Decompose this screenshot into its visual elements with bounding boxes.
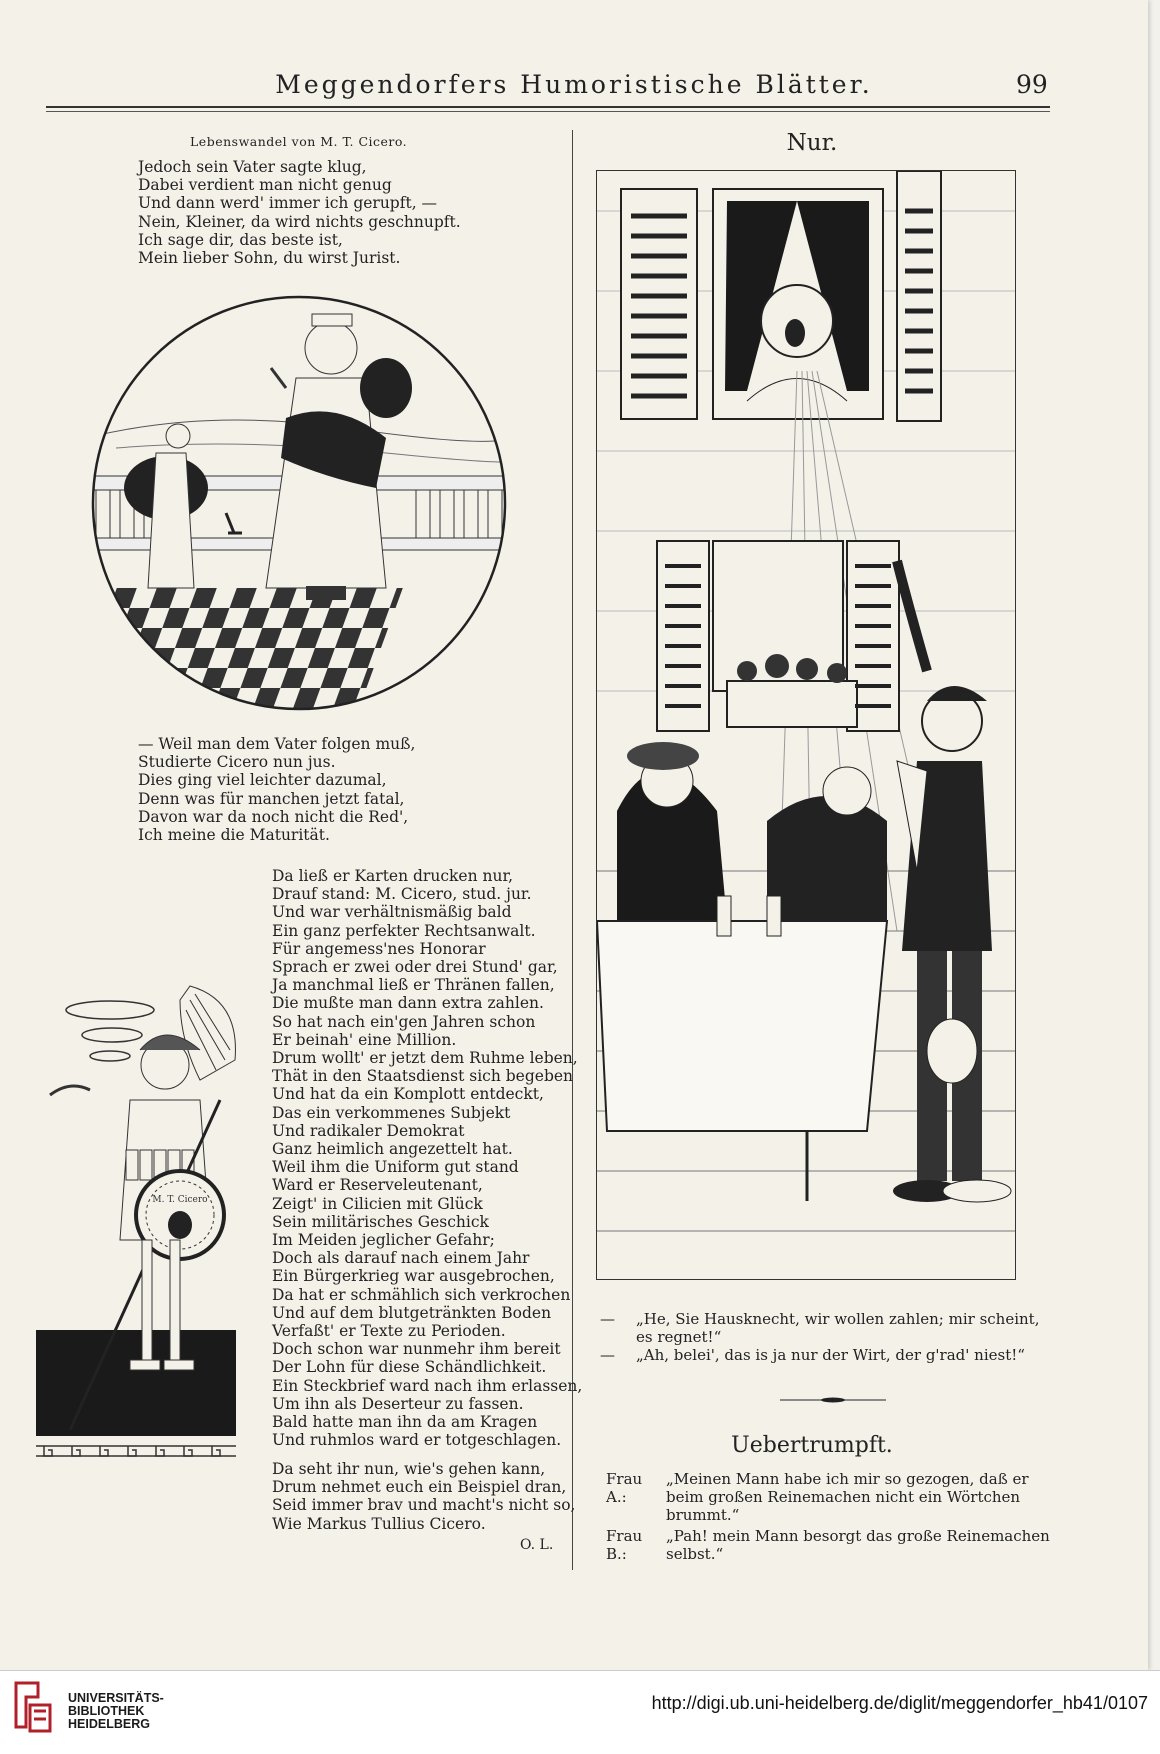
verse-line: Ein Steckbrief ward nach ihm erlassen,	[272, 1376, 583, 1395]
verse-line: Dabei verdient man nicht genug	[138, 176, 392, 195]
verse-line: Mein lieber Sohn, du wirst Jurist.	[138, 249, 401, 268]
verse-line: Im Meiden jeglicher Gefahr;	[272, 1231, 495, 1250]
poem-stanza-4	[272, 1460, 575, 1533]
verse-line: Ich meine die Maturität.	[138, 826, 330, 845]
cicero-father-illustration	[86, 288, 512, 718]
verse-line: Der Lohn für diese Schändlichkeit.	[272, 1358, 547, 1377]
author-signature: O. L.	[520, 1537, 554, 1553]
page-header-title: Meggendorfers Humoristische Blätter.	[275, 70, 873, 99]
verse-line: Das ein verkommenes Subjekt	[272, 1103, 511, 1122]
verse-line: Und ruhmlos ward er totgeschlagen.	[272, 1431, 562, 1450]
verse-line: Doch als darauf nach einem Jahr	[272, 1249, 530, 1268]
permalink-url[interactable]: http://digi.ub.uni-heidelberg.de/diglit/meggendorfer_hb41/0107	[651, 1693, 1148, 1713]
verse-line: Und hat da ein Komplott entdeckt,	[272, 1085, 544, 1104]
verse-line: Verfaßt' er Texte zu Perioden.	[272, 1322, 506, 1341]
verse-line: Er beinah' eine Million.	[272, 1030, 457, 1049]
verse-line: Denn was für manchen jetzt fatal,	[138, 789, 405, 808]
verse-line: Die mußte man dann extra zahlen.	[272, 994, 544, 1013]
header-rule-thin	[46, 111, 1050, 112]
verse-line: So hat nach ein'gen Jahren schon	[272, 1012, 536, 1031]
speaker-label: Frau A.:	[606, 1470, 643, 1506]
verse-line: Ein Bürgerkrieg war ausgebrochen,	[272, 1267, 555, 1286]
poem-stanza-3	[272, 867, 582, 1450]
verse-line: Studierte Cicero nun jus.	[138, 753, 336, 772]
page-number: 99	[1016, 70, 1048, 99]
verse-line: Drauf stand: M. Cicero, stud. jur.	[272, 885, 532, 904]
joke-dash: —	[600, 1346, 615, 1364]
verse-line: Und dann werd' immer ich gerupft, —	[138, 194, 438, 213]
verse-line: Ich sage dir, das beste ist,	[138, 230, 343, 249]
verse-line: Sein militärisches Geschick	[272, 1212, 489, 1231]
verse-line: Jedoch sein Vater sagte klug,	[138, 158, 367, 176]
verse-line: Doch schon war nunmehr ihm bereit	[272, 1340, 561, 1359]
joke-line-text: „He, Sie Hausknecht, wir wollen zahlen; mir scheint, es regnet!“	[636, 1310, 1040, 1346]
verse-line: Für angemess'nes Honorar	[272, 939, 486, 958]
section-ornament	[780, 1397, 886, 1403]
shield-lettering: M. T. Cicero	[152, 1195, 208, 1205]
joke-line	[600, 1310, 1060, 1346]
poem-stanza-1	[138, 158, 461, 267]
verse-line: Davon war da noch nicht die Red',	[138, 807, 409, 826]
verse-line: Wie Markus Tullius Cicero.	[272, 1514, 486, 1533]
verse-line: Sprach er zwei oder drei Stund' gar,	[272, 958, 558, 977]
verse-line: Drum wollt' er jetzt dem Ruhme leben,	[272, 1049, 578, 1068]
dialogue-line-text: „Meinen Mann habe ich mir so gezogen, daß er beim großen Reinemachen nicht ein Wörtchen brummt.“	[666, 1470, 1029, 1524]
verse-line: Ja manchmal ließ er Thränen fallen,	[272, 976, 555, 995]
joke-title: Nur.	[786, 130, 838, 156]
verse-line: Und radikaler Demokrat	[272, 1121, 465, 1140]
verse-line: Weil ihm die Uniform gut stand	[272, 1158, 519, 1177]
library-name	[68, 1692, 164, 1731]
library-name-line: UNIVERSITÄTS-	[68, 1691, 164, 1705]
library-name-line: BIBLIOTHEK	[68, 1704, 145, 1718]
verse-line: Zeigt' in Cilicien mit Glück	[272, 1194, 483, 1213]
joke-text	[600, 1310, 1060, 1364]
verse-line: Dies ging viel leichter dazumal,	[138, 771, 387, 790]
sneezing-innkeeper-illustration	[596, 170, 1016, 1280]
verse-line: — Weil man dem Vater folgen muß,	[138, 735, 416, 753]
verse-line: Und auf dem blutgetränkten Boden	[272, 1303, 552, 1322]
joke-line	[600, 1346, 1060, 1364]
header-rule	[46, 106, 1050, 108]
cicero-warrior-illustration	[30, 980, 270, 1460]
dialogue-title: Uebertrumpft.	[731, 1433, 893, 1458]
library-footer	[0, 1670, 1160, 1754]
verse-line: Seid immer brav und macht's nicht so,	[272, 1496, 576, 1515]
dialogue-line	[606, 1470, 1060, 1524]
library-name-line: HEIDELBERG	[68, 1717, 150, 1731]
dialogue-line	[606, 1527, 1060, 1563]
verse-line: Da hat er schmählich sich verkrochen	[272, 1285, 571, 1304]
verse-line: Ward er Reserveleutenant,	[272, 1176, 483, 1195]
poem-stanza-2	[138, 735, 415, 844]
verse-line: Ein ganz perfekter Rechtsanwalt.	[272, 921, 536, 940]
verse-line: Um ihn als Deserteur zu fassen.	[272, 1394, 524, 1413]
verse-line: Und war verhältnismäßig bald	[272, 903, 512, 922]
verse-line: Bald hatte man ihn da am Kragen	[272, 1413, 538, 1432]
verse-line: Nein, Kleiner, da wird nichts geschnupft.	[138, 212, 461, 231]
verse-line: Da ließ er Karten drucken nur,	[272, 867, 514, 885]
university-library-logo-icon	[10, 1675, 56, 1737]
verse-line: Da seht ihr nun, wie's gehen kann,	[272, 1460, 546, 1478]
verse-line: Thät in den Staatsdienst sich begeben	[272, 1067, 574, 1086]
dialogue-text	[606, 1470, 1060, 1566]
dialogue-line-text: „Pah! mein Mann besorgt das große Reinemachen selbst.“	[666, 1527, 1050, 1563]
joke-dash: —	[600, 1310, 615, 1328]
joke-line-text: „Ah, belei', das is ja nur der Wirt, der g'rad' niest!“	[636, 1346, 1025, 1364]
speaker-label: Frau B.:	[606, 1527, 643, 1563]
verse-line: Drum nehmet euch ein Beispiel dran,	[272, 1478, 567, 1497]
verse-line: Ganz heimlich angezettelt hat.	[272, 1140, 513, 1159]
poem-caption: Lebenswandel von M. T. Cicero.	[190, 134, 408, 149]
